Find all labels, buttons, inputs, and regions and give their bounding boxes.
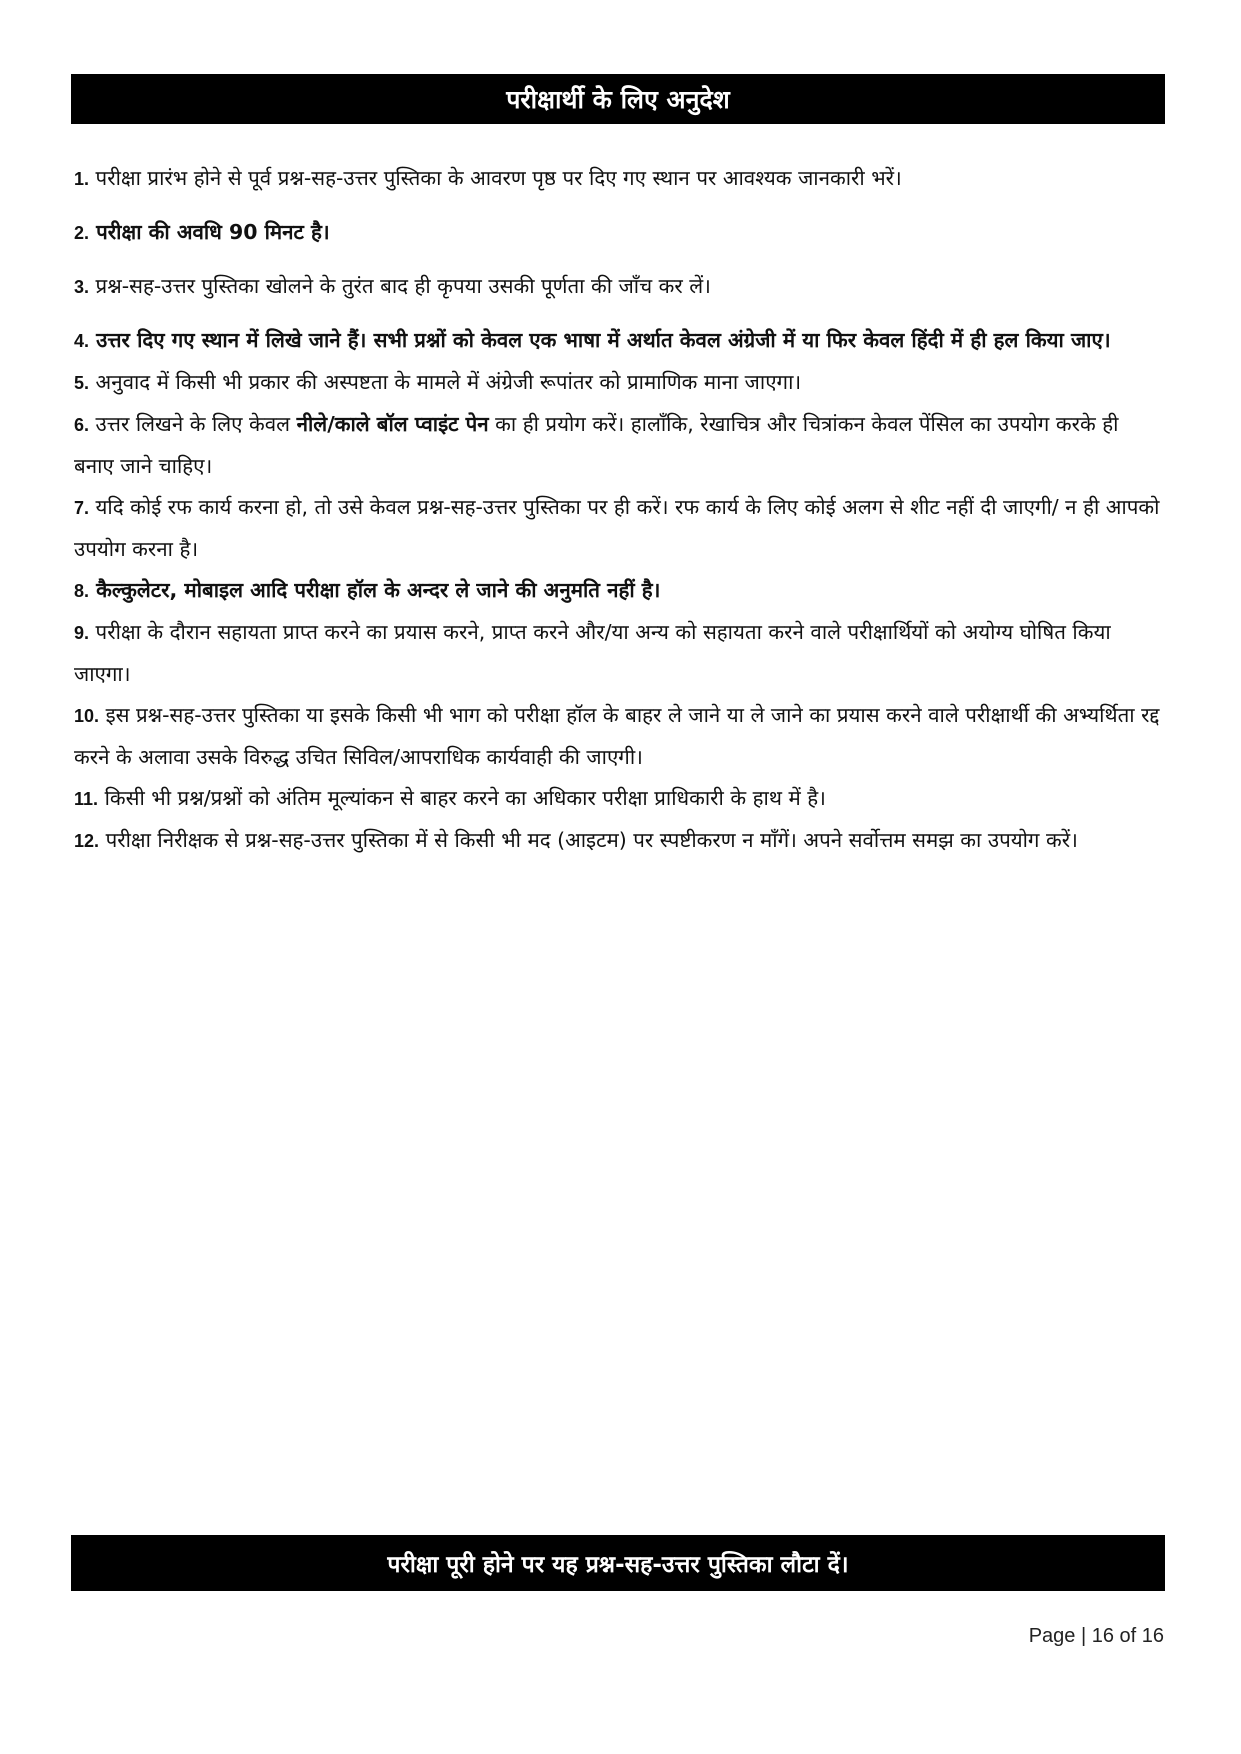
instruction-list [74, 158, 1164, 862]
instruction-item-5 [74, 362, 1164, 404]
instruction-text: अनुवाद में किसी भी प्रकार की अस्पष्टता के मामले में अंग्रेजी रूपांतर को प्रामाणिक माना जाएगा। [95, 370, 802, 394]
instruction-item-6 [74, 404, 1164, 487]
instruction-item-3 [74, 266, 1164, 308]
instruction-item-7 [74, 487, 1164, 570]
instruction-text: परीक्षा के दौरान सहायता प्राप्त करने का प्रयास करने, प्राप्त करने और/या अन्य को सहायता करने वाले परीक्षार्थियों को अयोग्य घोषित किया जाएगा। [74, 620, 1111, 686]
instruction-text: प्रश्न-सह-उत्तर पुस्तिका खोलने के तुरंत बाद ही कृपया उसकी पूर्णता की जाँच कर लें। [95, 274, 711, 298]
instructions-header [71, 74, 1165, 124]
instruction-text: परीक्षा प्रारंभ होने से पूर्व प्रश्न-सह-उत्तर पुस्तिका के आवरण पृष्ठ पर दिए गए स्थान पर आवश्यक जानकारी भरें। [95, 166, 902, 190]
page-number: Page | 16 of 16 [1028, 1625, 1164, 1647]
instruction-item-4 [74, 320, 1164, 362]
instruction-number: 8. [74, 581, 90, 601]
instruction-text: इस प्रश्न-सह-उत्तर पुस्तिका या इसके किसी भी भाग को परीक्षा हॉल के बाहर ले जाने या ले जाने का प्रयास करने वाले परीक्षार्थी की अभ्यर्थिता रद्द करने के अलावा उसके विरुद्ध उचित सिविल/आपराधिक कार्यवाही की जाएगी। [74, 703, 1160, 769]
instruction-text-before: उत्तर लिखने के लिए केवल [95, 412, 291, 436]
instruction-item-2 [74, 212, 1164, 254]
instruction-number: 4. [74, 331, 90, 351]
instruction-number: 11. [74, 789, 99, 809]
return-booklet-banner [71, 1535, 1165, 1591]
instruction-text: कैल्कुलेटर, मोबाइल आदि परीक्षा हॉल के अन्दर ले जाने की अनुमति नहीं है। [96, 578, 661, 602]
instruction-text-after: का ही प्रयोग करें। हालाँकि, रेखाचित्र और चित्रांकन केवल पेंसिल का उपयोग करके ही बनाए जाने चाहिए। [74, 412, 1119, 478]
instruction-number: 10. [74, 706, 100, 726]
instruction-item-10 [74, 695, 1164, 778]
return-booklet-notice: परीक्षा पूरी होने पर यह प्रश्न-सह-उत्तर पुस्तिका लौटा दें। [387, 1552, 849, 1578]
instruction-number: 1. [74, 169, 90, 189]
instruction-text: परीक्षा की अवधि 90 मिनट है। [96, 220, 330, 244]
instruction-text-emphasis: नीले/काले बॉल प्वाइंट पेन [296, 412, 489, 436]
instruction-item-1 [74, 158, 1164, 200]
instruction-number: 7. [74, 498, 90, 518]
instruction-text: उत्तर दिए गए स्थान में लिखे जाने हैं। सभी प्रश्नों को केवल एक भाषा में अर्थात केवल अंग्रेजी में या फिर केवल हिंदी में ही हल किया जाए। [96, 328, 1111, 352]
page-title: परीक्षार्थी के लिए अनुदेश [506, 85, 730, 114]
instruction-number: 2. [74, 223, 90, 243]
instruction-number: 5. [74, 373, 90, 393]
instruction-item-12 [74, 820, 1164, 862]
instruction-number: 9. [74, 623, 90, 643]
instruction-item-9 [74, 612, 1164, 695]
instruction-number: 12. [74, 831, 100, 851]
instruction-item-8 [74, 570, 1164, 612]
instruction-item-11 [74, 778, 1164, 820]
instruction-number: 3. [74, 277, 90, 297]
instruction-text: परीक्षा निरीक्षक से प्रश्न-सह-उत्तर पुस्तिका में से किसी भी मद (आइटम) पर स्पष्टीकरण न माँगें। अपने सर्वोत्तम समझ का उपयोग करें। [105, 828, 1078, 852]
instruction-text: यदि कोई रफ कार्य करना हो, तो उसे केवल प्रश्न-सह-उत्तर पुस्तिका पर ही करें। रफ कार्य के लिए कोई अलग से शीट नहीं दी जाएगी/ न ही आपको उपयोग करना है। [74, 495, 1160, 561]
instruction-text: किसी भी प्रश्न/प्रश्नों को अंतिम मूल्यांकन से बाहर करने का अधिकार परीक्षा प्राधिकारी के हाथ में है। [104, 786, 826, 810]
instruction-number: 6. [74, 415, 90, 435]
